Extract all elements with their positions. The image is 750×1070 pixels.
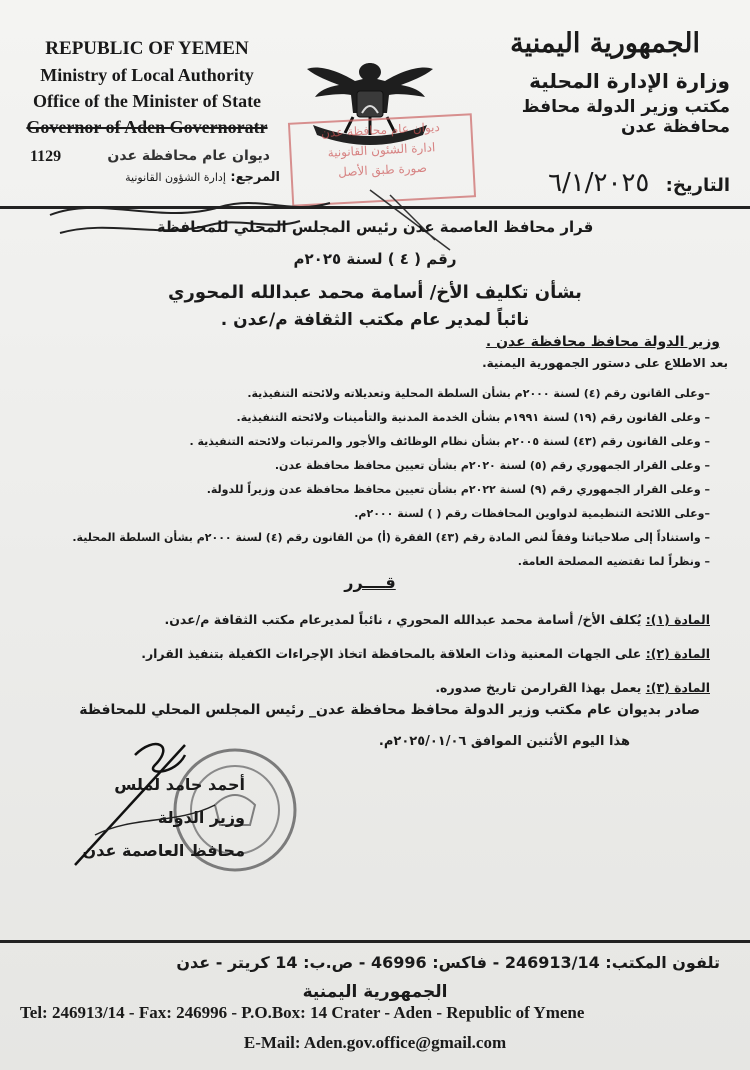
article-1 <box>50 603 710 637</box>
signer-title-1: وزير الدولة <box>157 808 245 827</box>
recital-item: – واستناداً إلى صلاحياتنا وفقاً لنص المادة رقم (٤٣) الفقرة (أ) من القانون رقم (٤) لسنة ٢٠٠٠م بشأن السلطة المحلية. <box>72 531 710 544</box>
decision-role: نائباً لمدير عام مكتب الثقافة م/عدن . <box>220 310 530 330</box>
english-letterhead <box>22 36 272 140</box>
recital-item: – وعلى القرار الجمهوري رقم (٥) لسنة ٢٠٢٠م بشأن تعيين محافظ محافظة عدن. <box>274 459 710 472</box>
article-text: يعمل بهذا القرارمن تاريخ صدوره. <box>435 680 642 695</box>
footer-rule <box>0 940 750 943</box>
reference-label-text: المرجع: <box>230 170 280 185</box>
article-label: المادة (١): <box>645 612 710 627</box>
recital-item: – ونظراً لما تقتضيه المصلحة العامة. <box>517 555 710 568</box>
articles-list <box>50 603 710 705</box>
preamble-intro: بعد الاطلاع على دستور الجمهورية اليمنية. <box>482 356 728 370</box>
en-office: Office of the Minister of State <box>32 91 262 111</box>
recitals-list <box>70 382 710 574</box>
signer-name: أحمد حامد لملس <box>114 775 245 794</box>
date-field <box>430 168 730 198</box>
recital-item: – وعلى القانون رقم (١٩) لسنة ١٩٩١م بشأن الخدمة المدنية والتأمينات ولائحته التنفيذية. <box>236 411 710 424</box>
decision-number: رقم ( ٤ ) لسنة ٢٠٢٥م <box>293 250 457 268</box>
article-2 <box>50 637 710 671</box>
ar-country: الجمهورية اليمنية <box>510 28 700 59</box>
arabic-letterhead <box>450 28 730 137</box>
decision-title: قرار محافظ العاصمة عدن رئيس المجلس المحلي للمحافظة <box>156 218 594 236</box>
article-label: المادة (٢): <box>645 646 710 661</box>
article-label: المادة (٣): <box>645 680 710 695</box>
issued-date: هذا اليوم الأثنين الموافق ٢٠٢٥/٠١/٠٦م. <box>378 734 630 749</box>
stamp-line-1: ديوان عام محافظة عدن <box>320 119 441 141</box>
date-label: التاريخ: <box>665 175 730 196</box>
article-text: على الجهات المعنية وذات العلاقة بالمحافظة اتخاذ الإجراءات الكفيلة بتنفيذ القرار. <box>141 646 642 661</box>
signer-title-2: محافظ العاصمة عدن <box>82 841 245 860</box>
addressee: وزير الدولة محافظ محافظة عدن . <box>485 334 720 350</box>
article-text: يُكلف الأخ/ أسامة محمد عبدالله المحوري ، نائباً لمديرعام مكتب الثقافة م/عدن. <box>164 612 642 627</box>
reference-handwritten: ديوان عام محافظة عدن <box>107 148 270 164</box>
recital-item: –وعلى القانون رقم (٤) لسنة ٢٠٠٠م بشأن السلطة المحلية وتعديلاته ولائحته التنفيذية. <box>247 387 710 400</box>
decided-heading: قــــرر <box>344 573 396 592</box>
footer-arabic-country: الجمهورية اليمنية <box>302 982 448 1002</box>
footer-arabic-contact: تلفون المكتب: 246913/14 - فاكس: 46996 - ص.ب: 14 كريتر - عدن <box>176 953 720 972</box>
recital-item: – وعلى القانون رقم (٤٣) لسنة ٢٠٠٥م بشأن نظام الوظائف والأجور والمرتبات ولائحته التنفيذية . <box>189 435 710 448</box>
reference-number: 1129 <box>30 148 62 165</box>
article-3 <box>50 671 710 705</box>
recital-item: – وعلى القرار الجمهوري رقم (٩) لسنة ٢٠٢٢م بشأن تعيين محافظ محافظة عدن وزيراً للدولة. <box>206 483 710 496</box>
reference-dept: إدارة الشؤون القانونية <box>125 171 226 184</box>
header-rule <box>0 206 750 209</box>
issued-statement: صادر بديوان عام مكتب وزير الدولة محافظ محافظة عدن_ رئيس المجلس المحلي للمحافظة <box>79 702 700 718</box>
ar-office: مكتب وزير الدولة محافظ محافظة عدن <box>521 97 730 137</box>
recital-item: –وعلى اللائحة التنظيمية لدواوين المحافظات رقم ( ) لسنة ٢٠٠٠م. <box>354 507 710 520</box>
en-governor: Governor of Aden Governoratr <box>26 117 268 137</box>
footer-english-contact: Tel: 246913/14 - Fax: 246996 - P.O.Box: 14 Crater - Aden - Republic of Ymene <box>20 1003 585 1022</box>
handwritten-signature <box>55 735 255 875</box>
decision-subject: بشأن تكليف الأخ/ أسامة محمد عبدالله المحوري <box>168 282 582 303</box>
stamp-line-3: صورة طبق الأصل <box>337 160 428 180</box>
ar-ministry: وزارة الإدارة المحلية <box>529 69 730 93</box>
reference-label <box>60 170 280 185</box>
date-value: ٦/١/٢٠٢٥ <box>548 168 650 198</box>
stamp-line-2: ادارة الشئون القانونية <box>327 140 436 160</box>
en-country: REPUBLIC OF YEMEN <box>45 38 249 59</box>
footer-email: E-Mail: Aden.gov.office@gmail.com <box>243 1033 507 1052</box>
en-ministry: Ministry of Local Authority <box>40 65 254 85</box>
